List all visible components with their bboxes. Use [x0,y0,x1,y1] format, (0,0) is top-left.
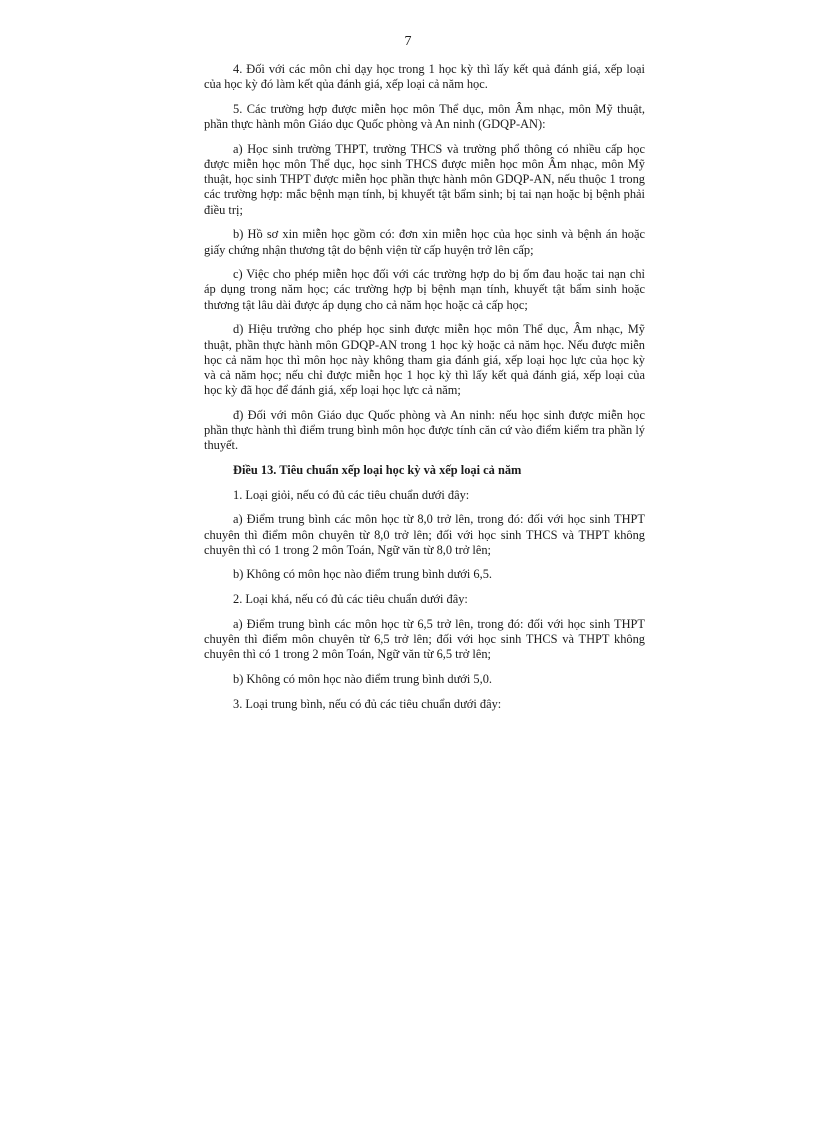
paragraph-4: 4. Đối với các môn chỉ dạy học trong 1 học kỳ thì lấy kết quả đánh giá, xếp loại của học kỳ đó làm kết qủa đánh giá, xếp loại cả năm học. [204,62,645,92]
paragraph-2a: a) Điểm trung bình các môn học từ 6,5 trở lên, trong đó: đối với học sinh THPT chuyên thì điểm môn chuyên từ 6,5 trở lên; đối với học sinh THCS và THPT không chuyên thì có 1 trong 2 môn Toán, Ngữ văn từ 6,5 trở lên; [204,616,645,662]
paragraph-5dd: đ) Đối với môn Giáo dục Quốc phòng và An ninh: nếu học sinh được miễn học phần thực hành thì điểm trung bình môn học được tính căn cứ vào điểm kiểm tra phần lý thuyết. [204,407,645,453]
paragraph-3-trung-binh: 3. Loại trung bình, nếu có đủ các tiêu chuẩn dưới đây: [233,696,502,711]
document-body [204,62,645,721]
article-13-heading: Điều 13. Tiêu chuẩn xếp loại học kỳ và xếp loại cả năm [233,462,522,477]
paragraph-2-kha: 2. Loại khá, nếu có đủ các tiêu chuẩn dưới đây: [233,592,468,607]
paragraph-5: 5. Các trường hợp được miễn học môn Thể dục, môn Âm nhạc, môn Mỹ thuật, phần thực hành môn Giáo dục Quốc phòng và An ninh (GDQP-AN): [204,101,645,132]
paragraph-1b: b) Không có môn học nào điểm trung bình dưới 6,5. [233,567,492,582]
paragraph-5a: a) Học sinh trường THPT, trường THCS và trường phổ thông có nhiều cấp học được miễn học môn Thể dục, học sinh THCS được miễn học môn Âm nhạc, môn Mỹ thuật, học sinh THPT được miễn học phần thực hành môn GDQP-AN, nếu thuộc 1 trong các trường hợp: mắc bệnh mạn tính, bị khuyết tật bẩm sinh; bị tai nạn hoặc bị bệnh phải điều trị; [204,141,645,217]
paragraph-5d: d) Hiệu trưởng cho phép học sinh được miễn học môn Thể dục, Âm nhạc, Mỹ thuật, phần thực hành môn GDQP-AN trong 1 học kỳ hoặc cả năm học. Nếu được miễn học cả năm học thì môn học này không tham gia đánh giá, xếp loại học lực của học kỳ và cả năm học; nếu chỉ được miễn học 1 học kỳ thì lấy kết quả đánh giá, xếp loại của học kỳ đã học để đánh giá, xếp loại học lực cả năm; [204,322,645,398]
paragraph-2b: b) Không có môn học nào điểm trung bình dưới 5,0. [233,672,492,686]
page-number: 7 [404,34,412,49]
paragraph-5c: c) Việc cho phép miễn học đối với các trường hợp do bị ốm đau hoặc tai nạn chỉ áp dụng trong năm học; các trường hợp bị bệnh mạn tính, khuyết tật bẩm sinh hoặc thương tật lâu dài được áp dụng cho cả năm học hoặc cả cấp học; [204,267,645,312]
paragraph-5b: b) Hồ sơ xin miễn học gồm có: đơn xin miễn học của học sinh và bệnh án hoặc giấy chứng nhận thương tật do bệnh viện từ cấp huyện trở lên cấp; [204,227,645,257]
paragraph-1-gioi: 1. Loại giỏi, nếu có đủ các tiêu chuẩn dưới đây: [233,487,470,502]
paragraph-1a: a) Điểm trung bình các môn học từ 8,0 trở lên, trong đó: đối với học sinh THPT chuyên thì điểm môn chuyên từ 8,0 trở lên; đối với học sinh THCS và THPT không chuyên thì có 1 trong 2 môn Toán, Ngữ văn từ 8,0 trở lên; [204,512,645,557]
